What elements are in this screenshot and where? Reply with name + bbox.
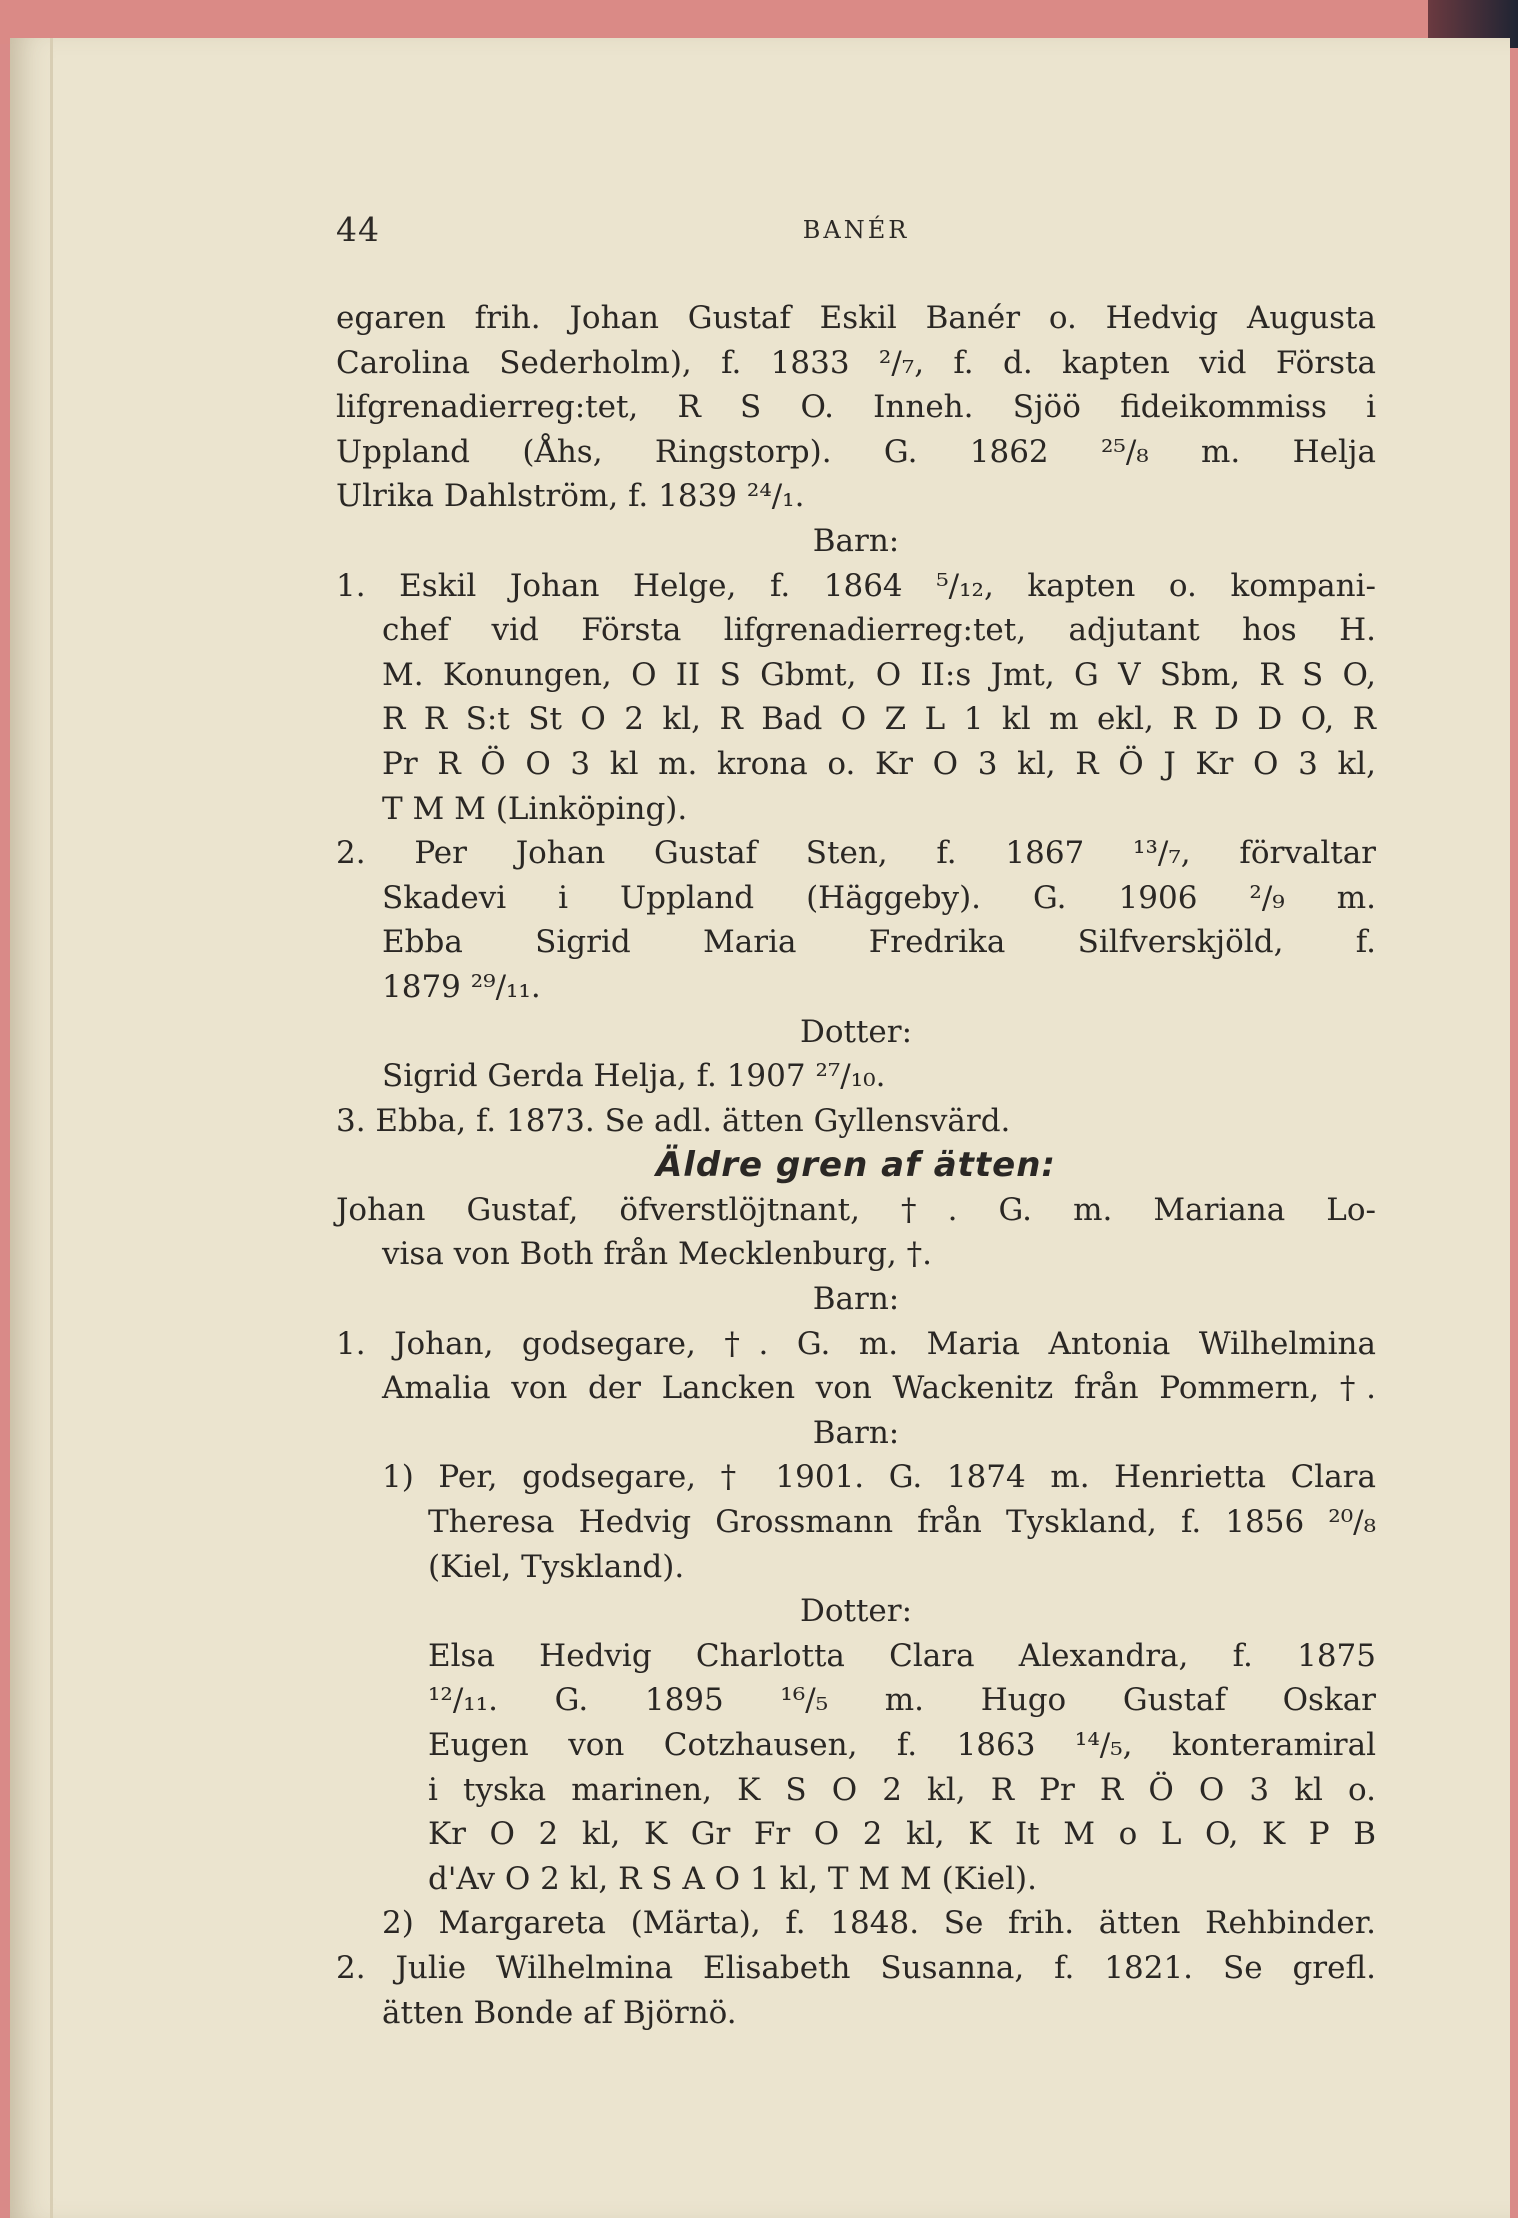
text-line: 1. Eskil Johan Helge, f. 1864 ⁵/₁₂, kapten o. kompani-	[336, 567, 1376, 604]
text-line: visa von Both från Mecklenburg, †.	[382, 1236, 932, 1273]
text-line: 1879 ²⁹/₁₁.	[382, 968, 541, 1005]
text-line: ¹²/₁₁. G. 1895 ¹⁶/₅ m. Hugo Gustaf Oskar	[428, 1682, 1376, 1719]
text-line: egaren frih. Johan Gustaf Eskil Banér o. Hedvig Augusta	[336, 300, 1376, 336]
text-line: M. Konungen, O II S Gbmt, O II:s Jmt, G V Sbm, R S O,	[382, 656, 1376, 693]
page-number: 44	[336, 210, 380, 249]
text-line: (Kiel, Tyskland).	[428, 1548, 685, 1585]
text-line: i tyska marinen, K S O 2 kl, R Pr R Ö O 3 kl o.	[428, 1771, 1376, 1808]
text-line: 2. Julie Wilhelmina Elisabeth Susanna, f. 1821. Se grefl.	[336, 1949, 1376, 1986]
text-line: Johan Gustaf, öfverstlöjtnant, †. G. m. Mariana Lo-	[336, 1191, 1376, 1228]
text-line: Uppland (Åhs, Ringstorp). G. 1862 ²⁵/₈ m. Helja	[336, 433, 1376, 470]
text-line: Pr R Ö O 3 kl m. krona o. Kr O 3 kl, R Ö J Kr O 3 kl,	[382, 745, 1376, 782]
text-line: ätten Bonde af Björnö.	[382, 1994, 737, 2031]
text-line: 1. Johan, godsegare, †. G. m. Maria Antonia Wilhelmina	[336, 1325, 1376, 1362]
text-line: Carolina Sederholm), f. 1833 ²/₇, f. d. kapten vid Första	[336, 344, 1376, 381]
text-line: Ebba Sigrid Maria Fredrika Silfverskjöld, f.	[382, 924, 1376, 961]
subheading: Dotter:	[799, 1013, 913, 1050]
text-line: T M M (Linköping).	[382, 790, 688, 827]
text-line: Ulrika Dahlström, f. 1839 ²⁴/₁.	[336, 478, 805, 515]
text-line: R R S:t St O 2 kl, R Bad O Z L 1 kl m ekl, R D D O, R	[382, 701, 1376, 738]
text-line: Kr O 2 kl, K Gr Fr O 2 kl, K It M o L O, K P B	[428, 1816, 1376, 1853]
page-gutter	[50, 38, 53, 2218]
section-heading: Äldre gren af ätten:	[655, 1145, 1057, 1186]
subheading: Dotter:	[799, 1593, 913, 1630]
page-header	[336, 210, 1376, 254]
text-line: 2) Margareta (Märta), f. 1848. Se frih. ätten Rehbinder.	[382, 1905, 1376, 1942]
text-line: Sigrid Gerda Helja, f. 1907 ²⁷/₁₀.	[382, 1058, 886, 1095]
subheading: Barn:	[812, 1281, 900, 1318]
text-line: Skadevi i Uppland (Häggeby). G. 1906 ²/₉ m.	[382, 879, 1376, 916]
text-line: d'Av O 2 kl, R S A O 1 kl, T M M (Kiel).	[428, 1860, 1037, 1897]
text-line: Elsa Hedvig Charlotta Clara Alexandra, f. 1875	[428, 1637, 1376, 1674]
text-line: 2. Per Johan Gustaf Sten, f. 1867 ¹³/₇, förvaltar	[336, 835, 1376, 872]
text-line: 1) Per, godsegare, † 1901. G. 1874 m. Henrietta Clara	[382, 1459, 1376, 1496]
subheading: Barn:	[812, 522, 900, 559]
text-line: Eugen von Cotzhausen, f. 1863 ¹⁴/₅, konteramiral	[428, 1727, 1376, 1763]
text-line: 3. Ebba, f. 1873. Se adl. ätten Gyllensvärd.	[336, 1102, 1011, 1139]
text-line: lifgrenadierreg:tet, R S O. Inneh. Sjöö fideikommiss i	[336, 389, 1376, 426]
running-head: BANÉR	[802, 216, 910, 244]
text-line: chef vid Första lifgrenadierreg:tet, adjutant hos H.	[382, 612, 1376, 649]
text-line: Theresa Hedvig Grossmann från Tyskland, f. 1856 ²⁰/₈	[428, 1504, 1376, 1541]
text-body	[336, 296, 1376, 2035]
text-line: Amalia von der Lancken von Wackenitz från Pommern, †.	[382, 1370, 1376, 1407]
subheading: Barn:	[812, 1414, 900, 1451]
